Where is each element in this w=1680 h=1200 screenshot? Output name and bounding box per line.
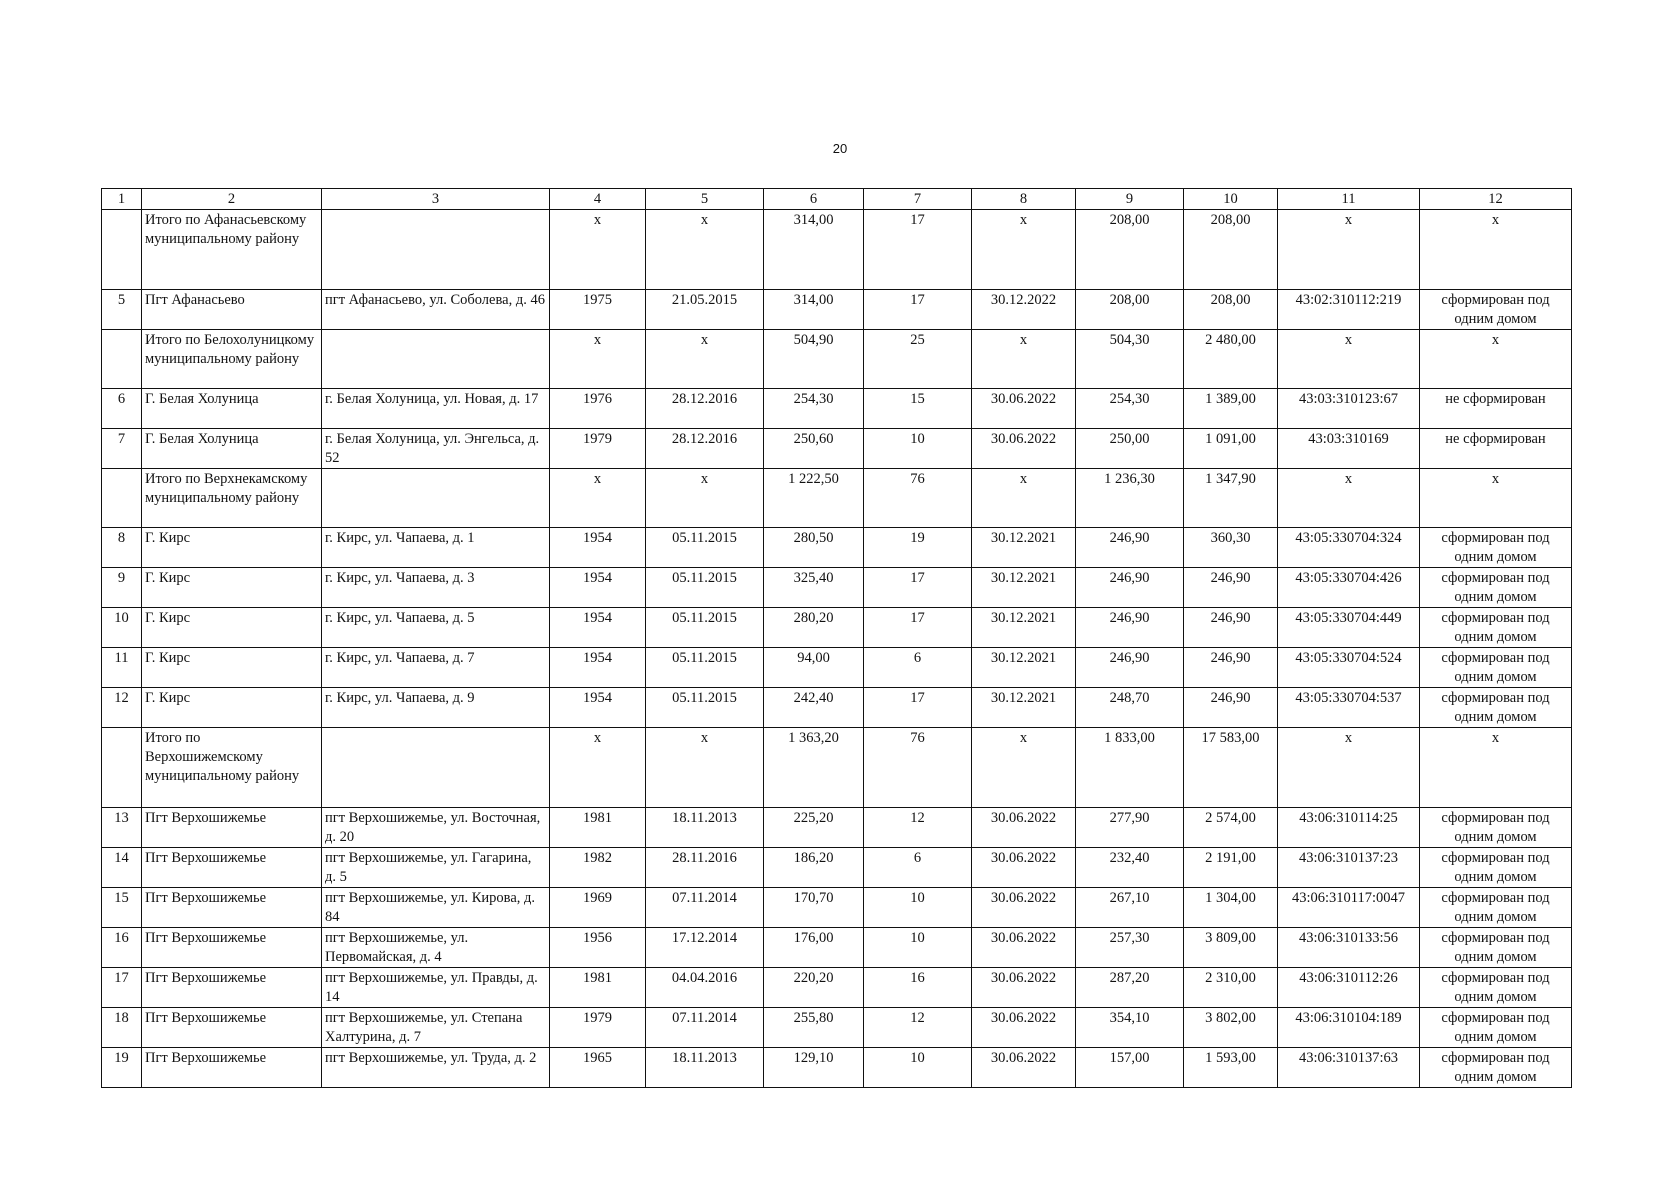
- cell-recognition-date: х: [646, 330, 764, 389]
- cell-row-number: 7: [102, 429, 142, 469]
- cell-cadastral-number: 43:05:330704:537: [1278, 688, 1420, 728]
- cell-area: 280,50: [764, 528, 864, 568]
- cell-area: 220,20: [764, 968, 864, 1008]
- cell-planned-area: 267,10: [1076, 888, 1184, 928]
- cell-address: пгт Верхошижемье, ул. Гагарина, д. 5: [322, 848, 550, 888]
- cell-planned-area: 287,20: [1076, 968, 1184, 1008]
- cell-year-built: 1982: [550, 848, 646, 888]
- cell-address: г. Кирс, ул. Чапаева, д. 5: [322, 608, 550, 648]
- cell-resettlement-deadline: 30.06.2022: [972, 888, 1076, 928]
- cell-recognition-date: 28.12.2016: [646, 389, 764, 429]
- cell-year-built: х: [550, 469, 646, 528]
- cell-land-area: 2 480,00: [1184, 330, 1278, 389]
- cell-settlement: Г. Кирс: [142, 648, 322, 688]
- column-header-9: 9: [1076, 189, 1184, 210]
- housing-table: [101, 188, 1572, 1088]
- cell-residents: 76: [864, 728, 972, 808]
- cell-settlement: Пгт Верхошижемье: [142, 1008, 322, 1048]
- cell-resettlement-deadline: 30.12.2021: [972, 648, 1076, 688]
- cell-row-number: [102, 728, 142, 808]
- cell-settlement: Пгт Афанасьево: [142, 290, 322, 330]
- cell-land-area: 2 191,00: [1184, 848, 1278, 888]
- cell-address: пгт Верхошижемье, ул. Кирова, д. 84: [322, 888, 550, 928]
- cell-resettlement-deadline: 30.12.2022: [972, 290, 1076, 330]
- cell-recognition-date: х: [646, 728, 764, 808]
- cell-year-built: 1954: [550, 648, 646, 688]
- cell-cadastral-number: 43:05:330704:324: [1278, 528, 1420, 568]
- cell-recognition-date: 05.11.2015: [646, 568, 764, 608]
- cell-year-built: 1979: [550, 429, 646, 469]
- cell-resettlement-deadline: 30.12.2021: [972, 568, 1076, 608]
- cell-resettlement-deadline: 30.06.2022: [972, 1008, 1076, 1048]
- cell-row-number: [102, 469, 142, 528]
- cell-recognition-date: 28.12.2016: [646, 429, 764, 469]
- cell-planned-area: 504,30: [1076, 330, 1184, 389]
- cell-address: г. Кирс, ул. Чапаева, д. 3: [322, 568, 550, 608]
- cell-row-number: 19: [102, 1048, 142, 1088]
- cell-residents: 76: [864, 469, 972, 528]
- cell-planned-area: 246,90: [1076, 528, 1184, 568]
- cell-settlement: Г. Кирс: [142, 528, 322, 568]
- cell-residents: 17: [864, 210, 972, 290]
- cell-residents: 6: [864, 848, 972, 888]
- cell-resettlement-deadline: 30.06.2022: [972, 1048, 1076, 1088]
- column-header-5: 5: [646, 189, 764, 210]
- cell-land-status: сформирован под одним домом: [1420, 608, 1572, 648]
- cell-address: пгт Верхошижемье, ул. Труда, д. 2: [322, 1048, 550, 1088]
- subtotal-row: [102, 728, 1572, 808]
- header-row: [102, 189, 1572, 210]
- cell-cadastral-number: 43:06:310137:23: [1278, 848, 1420, 888]
- cell-planned-area: 1 236,30: [1076, 469, 1184, 528]
- cell-residents: 12: [864, 808, 972, 848]
- column-header-6: 6: [764, 189, 864, 210]
- cell-residents: 15: [864, 389, 972, 429]
- cell-cadastral-number: 43:05:330704:426: [1278, 568, 1420, 608]
- cell-cadastral-number: 43:06:310104:189: [1278, 1008, 1420, 1048]
- cell-address: [322, 210, 550, 290]
- column-header-7: 7: [864, 189, 972, 210]
- cell-land-area: 2 574,00: [1184, 808, 1278, 848]
- cell-resettlement-deadline: 30.12.2021: [972, 688, 1076, 728]
- cell-residents: 17: [864, 568, 972, 608]
- cell-residents: 6: [864, 648, 972, 688]
- cell-planned-area: 246,90: [1076, 568, 1184, 608]
- table-row: [102, 429, 1572, 469]
- cell-land-status: сформирован под одним домом: [1420, 968, 1572, 1008]
- cell-settlement: Пгт Верхошижемье: [142, 968, 322, 1008]
- cell-year-built: х: [550, 210, 646, 290]
- column-header-4: 4: [550, 189, 646, 210]
- cell-planned-area: 208,00: [1076, 210, 1184, 290]
- cell-address: [322, 728, 550, 808]
- cell-cadastral-number: х: [1278, 210, 1420, 290]
- cell-settlement: Итого по Афанасьевскому муниципальному району: [142, 210, 322, 290]
- cell-land-area: 208,00: [1184, 210, 1278, 290]
- table-row: [102, 808, 1572, 848]
- table-row: [102, 888, 1572, 928]
- cell-area: 242,40: [764, 688, 864, 728]
- cell-residents: 25: [864, 330, 972, 389]
- cell-settlement: Г. Кирс: [142, 568, 322, 608]
- cell-area: 1 222,50: [764, 469, 864, 528]
- table-row: [102, 389, 1572, 429]
- cell-resettlement-deadline: х: [972, 330, 1076, 389]
- cell-land-area: 17 583,00: [1184, 728, 1278, 808]
- table-row: [102, 688, 1572, 728]
- cell-settlement: Г. Кирс: [142, 688, 322, 728]
- cell-residents: 17: [864, 290, 972, 330]
- cell-resettlement-deadline: 30.06.2022: [972, 928, 1076, 968]
- cell-resettlement-deadline: 30.06.2022: [972, 968, 1076, 1008]
- cell-recognition-date: 05.11.2015: [646, 528, 764, 568]
- page-number: 20: [832, 141, 848, 156]
- cell-planned-area: 354,10: [1076, 1008, 1184, 1048]
- cell-planned-area: 257,30: [1076, 928, 1184, 968]
- cell-land-area: 3 802,00: [1184, 1008, 1278, 1048]
- cell-planned-area: 250,00: [1076, 429, 1184, 469]
- cell-cadastral-number: 43:06:310114:25: [1278, 808, 1420, 848]
- column-header-11: 11: [1278, 189, 1420, 210]
- column-header-8: 8: [972, 189, 1076, 210]
- cell-land-area: 246,90: [1184, 608, 1278, 648]
- cell-land-area: 1 091,00: [1184, 429, 1278, 469]
- cell-address: пгт Верхошижемье, ул. Восточная, д. 20: [322, 808, 550, 848]
- cell-area: 94,00: [764, 648, 864, 688]
- cell-recognition-date: 21.05.2015: [646, 290, 764, 330]
- table-row: [102, 568, 1572, 608]
- cell-land-status: х: [1420, 330, 1572, 389]
- cell-recognition-date: 05.11.2015: [646, 648, 764, 688]
- cell-area: 504,90: [764, 330, 864, 389]
- cell-residents: 10: [864, 888, 972, 928]
- cell-address: пгт Верхошижемье, ул. Первомайская, д. 4: [322, 928, 550, 968]
- cell-recognition-date: 05.11.2015: [646, 688, 764, 728]
- cell-row-number: 17: [102, 968, 142, 1008]
- cell-land-area: 1 347,90: [1184, 469, 1278, 528]
- cell-land-status: х: [1420, 210, 1572, 290]
- cell-land-area: 1 304,00: [1184, 888, 1278, 928]
- cell-area: 254,30: [764, 389, 864, 429]
- cell-land-area: 2 310,00: [1184, 968, 1278, 1008]
- cell-residents: 10: [864, 1048, 972, 1088]
- cell-resettlement-deadline: 30.06.2022: [972, 808, 1076, 848]
- cell-year-built: х: [550, 330, 646, 389]
- cell-resettlement-deadline: 30.12.2021: [972, 608, 1076, 648]
- cell-address: г. Белая Холуница, ул. Новая, д. 17: [322, 389, 550, 429]
- cell-area: 170,70: [764, 888, 864, 928]
- cell-address: [322, 330, 550, 389]
- cell-land-area: 360,30: [1184, 528, 1278, 568]
- cell-settlement: Пгт Верхошижемье: [142, 848, 322, 888]
- cell-residents: 10: [864, 928, 972, 968]
- cell-year-built: 1954: [550, 528, 646, 568]
- cell-resettlement-deadline: х: [972, 210, 1076, 290]
- cell-planned-area: 157,00: [1076, 1048, 1184, 1088]
- subtotal-row: [102, 469, 1572, 528]
- cell-year-built: 1956: [550, 928, 646, 968]
- cell-row-number: [102, 330, 142, 389]
- cell-cadastral-number: 43:05:330704:524: [1278, 648, 1420, 688]
- cell-settlement: Пгт Верхошижемье: [142, 928, 322, 968]
- cell-recognition-date: 04.04.2016: [646, 968, 764, 1008]
- cell-resettlement-deadline: х: [972, 469, 1076, 528]
- cell-cadastral-number: 43:06:310112:26: [1278, 968, 1420, 1008]
- cell-land-status: х: [1420, 469, 1572, 528]
- cell-land-status: сформирован под одним домом: [1420, 1048, 1572, 1088]
- cell-settlement: Итого по Белохолуницкому муниципальному району: [142, 330, 322, 389]
- cell-row-number: 15: [102, 888, 142, 928]
- cell-land-status: не сформирован: [1420, 389, 1572, 429]
- column-header-1: 1: [102, 189, 142, 210]
- cell-land-status: сформирован под одним домом: [1420, 290, 1572, 330]
- cell-land-status: сформирован под одним домом: [1420, 808, 1572, 848]
- cell-area: 314,00: [764, 290, 864, 330]
- cell-land-status: сформирован под одним домом: [1420, 568, 1572, 608]
- cell-land-status: сформирован под одним домом: [1420, 648, 1572, 688]
- cell-resettlement-deadline: 30.06.2022: [972, 389, 1076, 429]
- cell-land-status: сформирован под одним домом: [1420, 1008, 1572, 1048]
- cell-row-number: 18: [102, 1008, 142, 1048]
- cell-residents: 16: [864, 968, 972, 1008]
- table-row: [102, 528, 1572, 568]
- cell-area: 325,40: [764, 568, 864, 608]
- table-row: [102, 1048, 1572, 1088]
- cell-recognition-date: 17.12.2014: [646, 928, 764, 968]
- column-header-10: 10: [1184, 189, 1278, 210]
- cell-land-status: сформирован под одним домом: [1420, 888, 1572, 928]
- cell-cadastral-number: х: [1278, 728, 1420, 808]
- cell-recognition-date: 05.11.2015: [646, 608, 764, 648]
- cell-year-built: 1965: [550, 1048, 646, 1088]
- cell-settlement: Пгт Верхошижемье: [142, 808, 322, 848]
- cell-land-area: 1 389,00: [1184, 389, 1278, 429]
- cell-row-number: 9: [102, 568, 142, 608]
- cell-cadastral-number: 43:06:310117:0047: [1278, 888, 1420, 928]
- cell-recognition-date: 18.11.2013: [646, 1048, 764, 1088]
- cell-recognition-date: 07.11.2014: [646, 888, 764, 928]
- cell-settlement: Итого по Верхнекамскому муниципальному району: [142, 469, 322, 528]
- cell-address: пгт Верхошижемье, ул. Правды, д. 14: [322, 968, 550, 1008]
- cell-settlement: Г. Белая Холуница: [142, 389, 322, 429]
- cell-area: 186,20: [764, 848, 864, 888]
- cell-planned-area: 254,30: [1076, 389, 1184, 429]
- cell-year-built: 1979: [550, 1008, 646, 1048]
- cell-land-area: 3 809,00: [1184, 928, 1278, 968]
- cell-land-area: 246,90: [1184, 648, 1278, 688]
- cell-address: г. Кирс, ул. Чапаева, д. 9: [322, 688, 550, 728]
- cell-land-status: х: [1420, 728, 1572, 808]
- cell-planned-area: 246,90: [1076, 648, 1184, 688]
- cell-resettlement-deadline: 30.06.2022: [972, 429, 1076, 469]
- cell-land-area: 246,90: [1184, 688, 1278, 728]
- cell-recognition-date: х: [646, 210, 764, 290]
- cell-area: 1 363,20: [764, 728, 864, 808]
- cell-area: 280,20: [764, 608, 864, 648]
- cell-cadastral-number: 43:02:310112:219: [1278, 290, 1420, 330]
- cell-planned-area: 232,40: [1076, 848, 1184, 888]
- cell-year-built: 1954: [550, 568, 646, 608]
- table-row: [102, 848, 1572, 888]
- cell-area: 250,60: [764, 429, 864, 469]
- cell-address: г. Кирс, ул. Чапаева, д. 7: [322, 648, 550, 688]
- cell-land-status: сформирован под одним домом: [1420, 928, 1572, 968]
- cell-row-number: 12: [102, 688, 142, 728]
- cell-cadastral-number: 43:06:310137:63: [1278, 1048, 1420, 1088]
- cell-planned-area: 1 833,00: [1076, 728, 1184, 808]
- cell-address: г. Белая Холуница, ул. Энгельса, д. 52: [322, 429, 550, 469]
- table-body: [102, 210, 1572, 1088]
- cell-land-status: сформирован под одним домом: [1420, 528, 1572, 568]
- cell-address: [322, 469, 550, 528]
- cell-cadastral-number: 43:06:310133:56: [1278, 928, 1420, 968]
- cell-cadastral-number: х: [1278, 330, 1420, 389]
- cell-address: г. Кирс, ул. Чапаева, д. 1: [322, 528, 550, 568]
- cell-area: 255,80: [764, 1008, 864, 1048]
- cell-planned-area: 248,70: [1076, 688, 1184, 728]
- cell-residents: 17: [864, 608, 972, 648]
- cell-settlement: Г. Кирс: [142, 608, 322, 648]
- cell-land-area: 208,00: [1184, 290, 1278, 330]
- cell-row-number: 14: [102, 848, 142, 888]
- cell-residents: 12: [864, 1008, 972, 1048]
- cell-area: 225,20: [764, 808, 864, 848]
- cell-settlement: Пгт Верхошижемье: [142, 888, 322, 928]
- subtotal-row: [102, 330, 1572, 389]
- cell-year-built: 1981: [550, 968, 646, 1008]
- cell-row-number: 11: [102, 648, 142, 688]
- cell-recognition-date: 07.11.2014: [646, 1008, 764, 1048]
- column-header-12: 12: [1420, 189, 1572, 210]
- cell-land-status: сформирован под одним домом: [1420, 688, 1572, 728]
- cell-row-number: 16: [102, 928, 142, 968]
- cell-settlement: Итого по Верхошижемскому муниципальному району: [142, 728, 322, 808]
- cell-address: пгт Верхошижемье, ул. Степана Халтурина, д. 7: [322, 1008, 550, 1048]
- cell-year-built: 1954: [550, 688, 646, 728]
- cell-row-number: 10: [102, 608, 142, 648]
- cell-resettlement-deadline: 30.06.2022: [972, 848, 1076, 888]
- cell-row-number: 6: [102, 389, 142, 429]
- cell-year-built: 1969: [550, 888, 646, 928]
- cell-row-number: 8: [102, 528, 142, 568]
- cell-land-area: 246,90: [1184, 568, 1278, 608]
- cell-residents: 19: [864, 528, 972, 568]
- column-header-2: 2: [142, 189, 322, 210]
- subtotal-row: [102, 210, 1572, 290]
- cell-area: 314,00: [764, 210, 864, 290]
- cell-cadastral-number: 43:03:310169: [1278, 429, 1420, 469]
- cell-planned-area: 208,00: [1076, 290, 1184, 330]
- cell-cadastral-number: 43:05:330704:449: [1278, 608, 1420, 648]
- cell-planned-area: 246,90: [1076, 608, 1184, 648]
- cell-cadastral-number: 43:03:310123:67: [1278, 389, 1420, 429]
- cell-planned-area: 277,90: [1076, 808, 1184, 848]
- table-row: [102, 968, 1572, 1008]
- cell-resettlement-deadline: 30.12.2021: [972, 528, 1076, 568]
- cell-land-status: не сформирован: [1420, 429, 1572, 469]
- cell-year-built: 1954: [550, 608, 646, 648]
- cell-area: 176,00: [764, 928, 864, 968]
- cell-residents: 17: [864, 688, 972, 728]
- cell-recognition-date: 18.11.2013: [646, 808, 764, 848]
- cell-address: пгт Афанасьево, ул. Соболева, д. 46: [322, 290, 550, 330]
- cell-land-area: 1 593,00: [1184, 1048, 1278, 1088]
- table-row: [102, 928, 1572, 968]
- cell-row-number: 13: [102, 808, 142, 848]
- cell-recognition-date: х: [646, 469, 764, 528]
- cell-row-number: 5: [102, 290, 142, 330]
- cell-cadastral-number: х: [1278, 469, 1420, 528]
- cell-year-built: 1976: [550, 389, 646, 429]
- cell-residents: 10: [864, 429, 972, 469]
- cell-recognition-date: 28.11.2016: [646, 848, 764, 888]
- column-header-3: 3: [322, 189, 550, 210]
- cell-year-built: 1981: [550, 808, 646, 848]
- cell-settlement: Пгт Верхошижемье: [142, 1048, 322, 1088]
- cell-year-built: 1975: [550, 290, 646, 330]
- cell-year-built: х: [550, 728, 646, 808]
- table-row: [102, 608, 1572, 648]
- cell-area: 129,10: [764, 1048, 864, 1088]
- cell-row-number: [102, 210, 142, 290]
- cell-land-status: сформирован под одним домом: [1420, 848, 1572, 888]
- cell-resettlement-deadline: х: [972, 728, 1076, 808]
- table-row: [102, 1008, 1572, 1048]
- cell-settlement: Г. Белая Холуница: [142, 429, 322, 469]
- table-row: [102, 290, 1572, 330]
- table-row: [102, 648, 1572, 688]
